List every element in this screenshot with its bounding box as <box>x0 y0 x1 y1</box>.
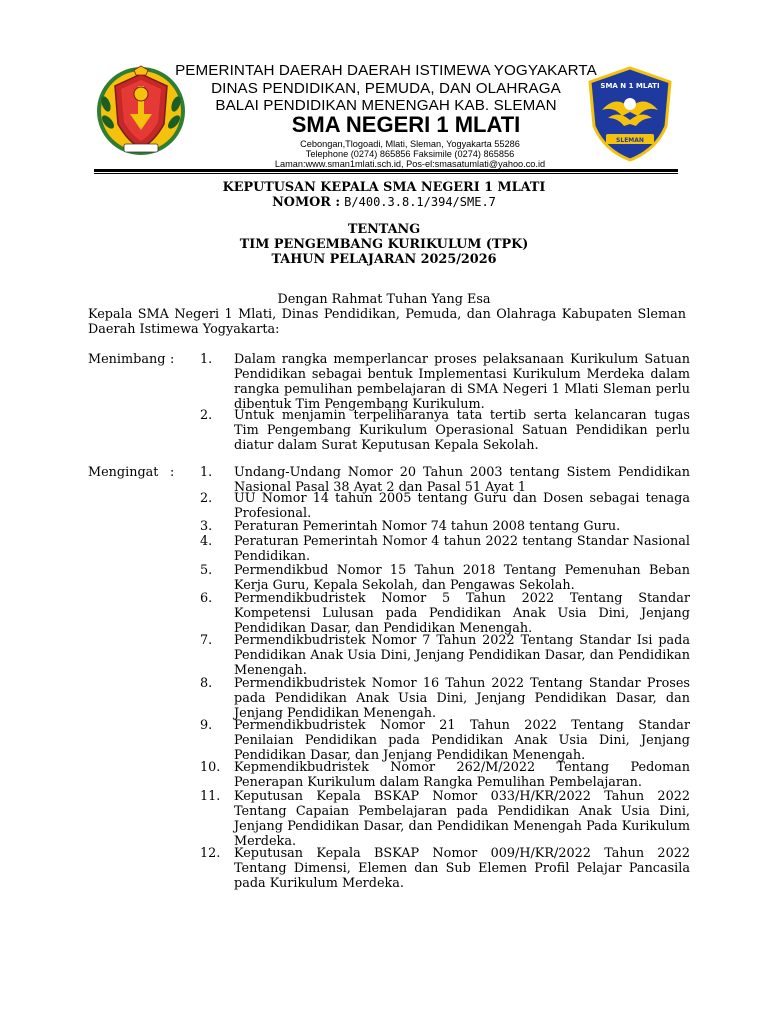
letterhead-divider-thick <box>94 169 678 172</box>
letterhead-line-2: DINAS PENDIDIKAN, PEMUDA, DAN OLAHRAGA <box>211 79 561 97</box>
list-item-text: Permendikbudristek Nomor 7 Tahun 2022 Tentang Standar Isi pada Pendidikan Anak Usia Dini, Jenjang Pendidikan Dasar, dan Pendidikan Menengah. <box>234 633 690 678</box>
mengingat-colon: : <box>170 465 175 480</box>
list-item-text: Permendikbud Nomor 15 Tahun 2018 Tentang Pemenuhan Beban Kerja Guru, Kepala Sekolah, dan Pengawas Sekolah. <box>234 563 690 593</box>
decree-number-value: B/400.3.8.1/394/SME.7 <box>344 195 496 209</box>
list-item-number: 10. <box>200 760 221 775</box>
decree-number <box>0 195 768 210</box>
school-phone: Telephone (0274) 865856 Faksimile (0274) 865856 <box>305 149 515 159</box>
list-item-text: Permendikbudristek Nomor 21 Tahun 2022 Tentang Standar Penilaian Pendidikan pada Pendidikan Anak Usia Dini, Jenjang Pendidikan Dasar, dan Jenjang Pendidikan Menengah. <box>234 718 690 763</box>
list-item-text: Dalam rangka memperlancar proses pelaksanaan Kurikulum Satuan Pendidikan sebagai bentuk Implementasi Kurikulum Merdeka dalam rangka pemulihan pembelajaran di SMA Negeri 1 Mlati Sleman perlu dibentuk Tim Pengembang Kurikulum. <box>234 352 690 412</box>
mengingat-item <box>200 676 690 721</box>
list-item-number: 5. <box>200 563 213 578</box>
opening-rahmat: Dengan Rahmat Tuhan Yang Esa <box>277 292 491 307</box>
mengingat-item <box>200 789 690 849</box>
school-name: SMA NEGERI 1 MLATI <box>291 112 521 137</box>
letterhead-line-1: PEMERINTAH DAERAH DAERAH ISTIMEWA YOGYAKARTA <box>175 62 597 79</box>
list-item-text: UU Nomor 14 tahun 2005 tentang Guru dan Dosen sebagai tenaga Profesional. <box>234 491 690 521</box>
list-item-text: Kepmendikbudristek Nomor 262/M/2022 Tentang Pedoman Penerapan Kurikulum dalam Rangka Pemulihan Pembelajaran. <box>234 760 690 790</box>
list-item-number: 7. <box>200 633 213 648</box>
list-item-text: Untuk menjamin terpeliharanya tata tertib serta kelancaran tugas Tim Pengembang Kurikulum Operasional Satuan Pendidikan perlu diatur dalam Surat Keputusan Kepala Sekolah. <box>234 408 690 453</box>
mengingat-item <box>200 591 690 636</box>
decree-subject: TIM PENGEMBANG KURIKULUM (TPK) <box>239 237 529 252</box>
list-item-number: 2. <box>200 491 213 506</box>
decree-year: TAHUN PELAJARAN 2025/2026 <box>271 252 497 267</box>
school-contact: Laman:www.sman1mlati.sch.id, Pos-el:smasatumlati@yahoo.co.id <box>274 159 546 169</box>
list-item-number: 1. <box>200 352 213 367</box>
mengingat-label: Mengingat <box>88 465 159 480</box>
list-item-text: Permendikbudristek Nomor 5 Tahun 2022 Tentang Standar Kompetensi Lulusan pada Pendidikan Anak Usia Dini, Jenjang Pendidikan Dasar, dan Pendidikan Menengah. <box>234 591 690 636</box>
list-item-number: 1. <box>200 465 213 480</box>
list-item-text: Keputusan Kepala BSKAP Nomor 033/H/KR/2022 Tahun 2022 Tentang Capaian Pembelajaran pada Pendidikan Anak Usia Dini, Jenjang Pendidikan Dasar, dan Pendidikan Menengah Pada Kurikulum Merdeka. <box>234 789 690 849</box>
emblem-top-text: SMA N 1 MLATI <box>600 82 660 90</box>
mengingat-item <box>200 633 690 678</box>
school-address: Cebongan,Tlogoadi, Mlati, Sleman, Yogyakarta 55286 <box>300 139 520 149</box>
mengingat-item <box>200 519 690 534</box>
decree-tentang: TENTANG <box>347 222 421 237</box>
decree-number-label: NOMOR : <box>272 195 341 210</box>
decree-heading: KEPUTUSAN KEPALA SMA NEGERI 1 MLATI <box>222 180 546 195</box>
letterhead-line-3: BALAI PENDIDIKAN MENENGAH KAB. SLEMAN <box>215 97 557 114</box>
list-item-number: 11. <box>200 789 221 804</box>
mengingat-item <box>200 491 690 521</box>
menimbang-item <box>200 352 690 412</box>
list-item-number: 3. <box>200 519 213 534</box>
mengingat-item <box>200 760 690 790</box>
opening-kepala: Kepala SMA Negeri 1 Mlati, Dinas Pendidikan, Pemuda, dan Olahraga Kabupaten Sleman Daerah Istimewa Yogyakarta: <box>88 307 686 337</box>
menimbang-label: Menimbang <box>88 352 166 367</box>
list-item-text: Keputusan Kepala BSKAP Nomor 009/H/KR/2022 Tahun 2022 Tentang Dimensi, Elemen dan Sub Elemen Profil Pelajar Pancasila pada Kurikulum Merdeka. <box>234 846 690 891</box>
school-emblem-icon <box>586 66 674 162</box>
list-item-text: Peraturan Pemerintah Nomor 4 tahun 2022 tentang Standar Nasional Pendidikan. <box>234 534 690 564</box>
list-item-number: 12. <box>200 846 221 861</box>
list-item-number: 6. <box>200 591 213 606</box>
list-item-number: 9. <box>200 718 213 733</box>
mengingat-item <box>200 534 690 564</box>
mengingat-item <box>200 563 690 593</box>
list-item-number: 8. <box>200 676 213 691</box>
list-item-number: 4. <box>200 534 213 549</box>
letterhead-divider-thin <box>94 173 678 174</box>
mengingat-item <box>200 846 690 891</box>
menimbang-item <box>200 408 690 453</box>
list-item-number: 2. <box>200 408 213 423</box>
menimbang-colon: : <box>170 352 175 367</box>
letterhead <box>166 62 606 169</box>
list-item-text: Peraturan Pemerintah Nomor 74 tahun 2008 tentang Guru. <box>234 519 621 534</box>
list-item-text: Undang-Undang Nomor 20 Tahun 2003 tentang Sistem Pendidikan Nasional Pasal 38 Ayat 2 dan Pasal 51 Ayat 1 <box>234 465 690 495</box>
list-item-text: Permendikbudristek Nomor 16 Tahun 2022 Tentang Standar Proses pada Pendidikan Anak Usia Dini, Jenjang Pendidikan Dasar, dan Jenjang Pendidikan Menengah. <box>234 676 690 721</box>
emblem-bottom-text: SLEMAN <box>616 137 644 144</box>
mengingat-item <box>200 718 690 763</box>
